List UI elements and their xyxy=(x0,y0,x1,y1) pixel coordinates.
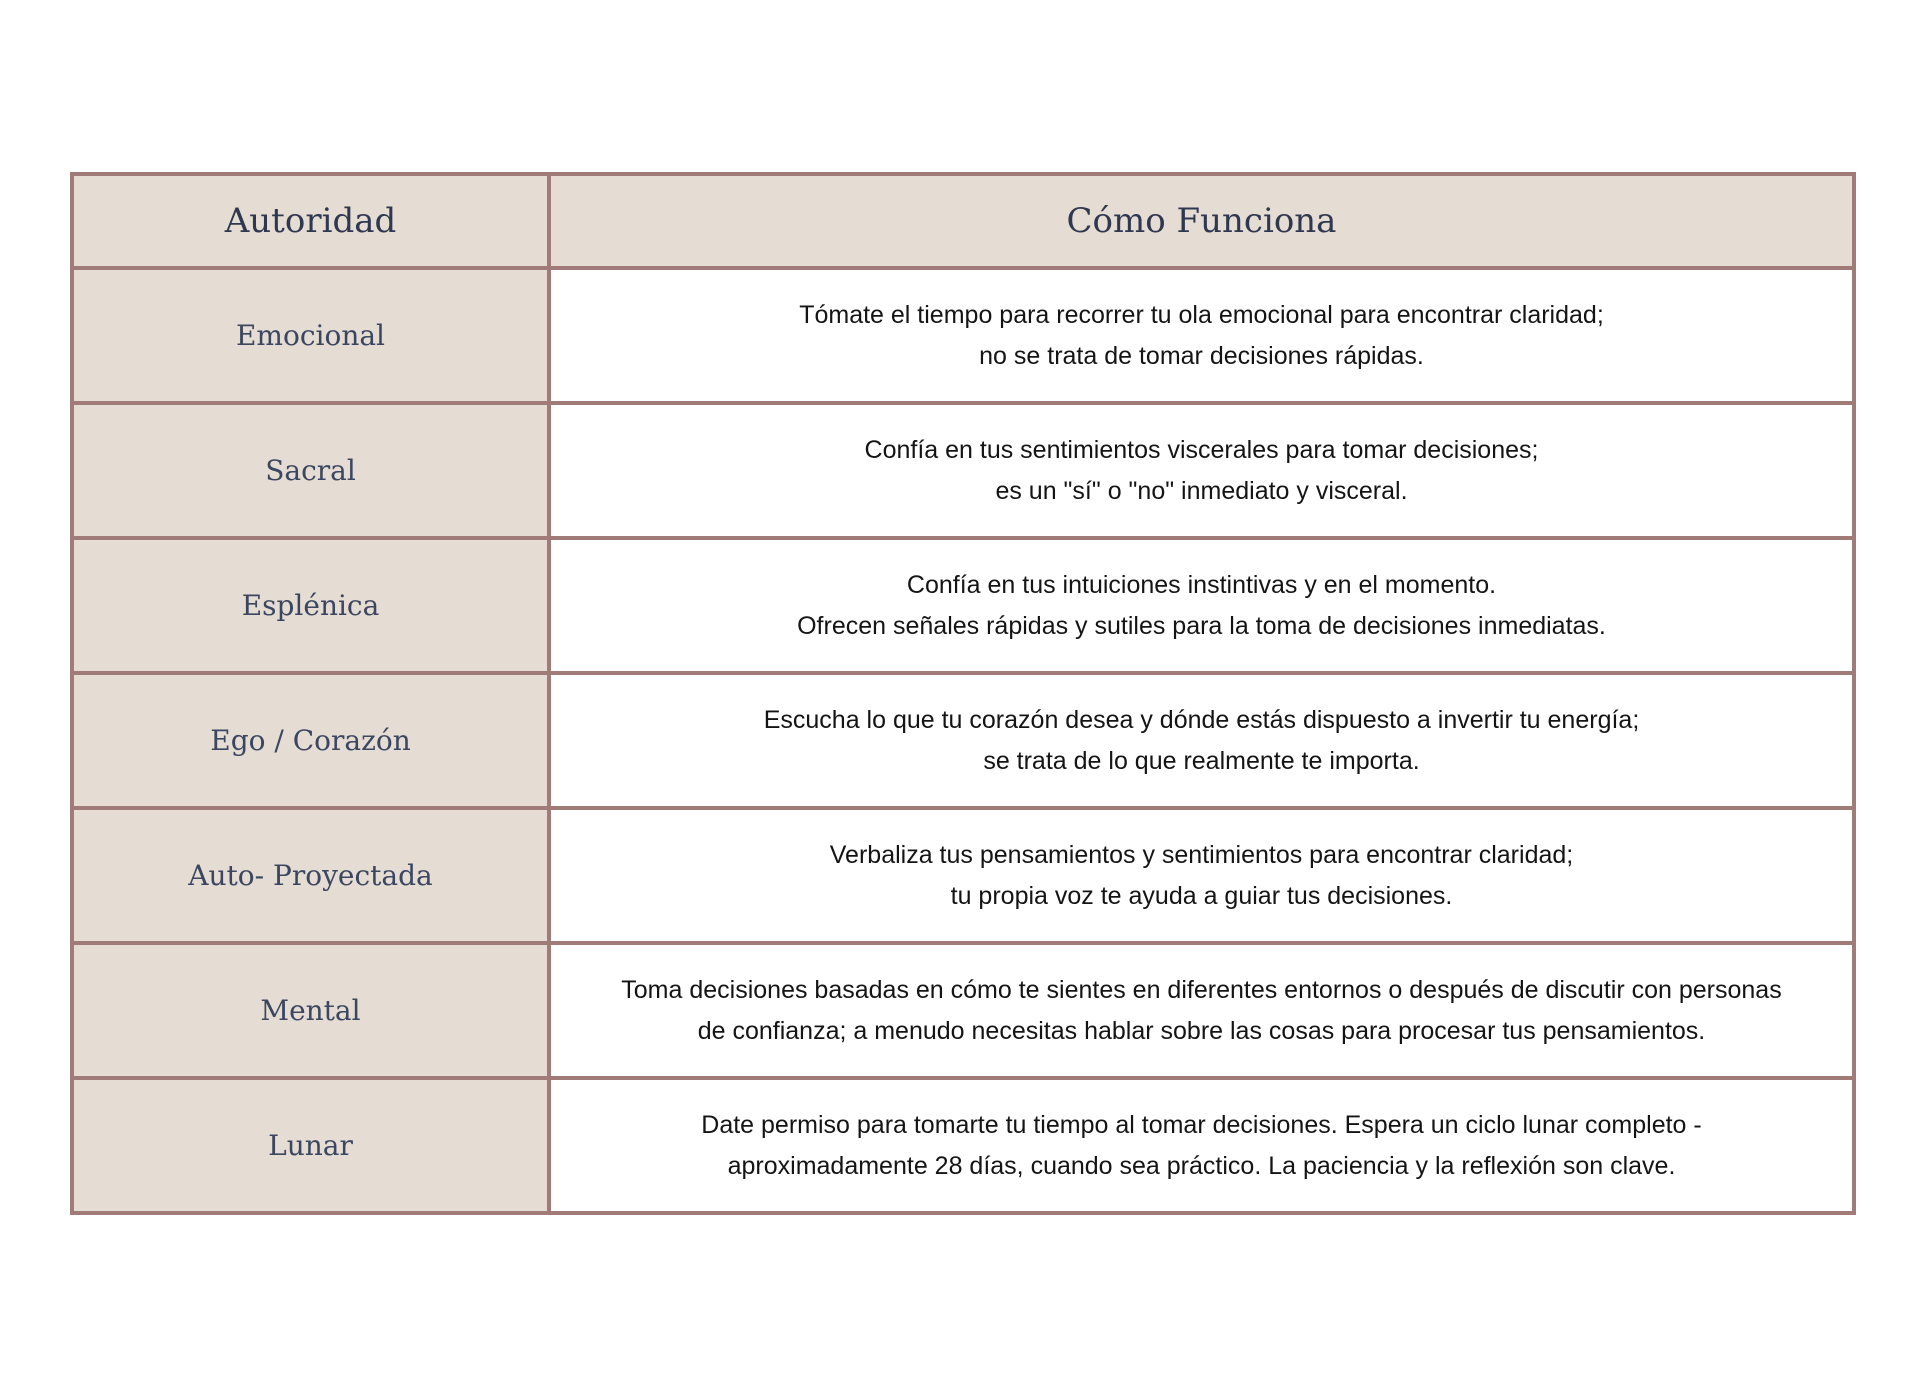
description-cell xyxy=(549,403,1854,538)
authority-cell-sacral: Sacral xyxy=(72,403,549,538)
table-row xyxy=(72,268,1854,403)
authority-cell-lunar: Lunar xyxy=(72,1078,549,1213)
description-cell xyxy=(549,943,1854,1078)
table-row xyxy=(72,1078,1854,1213)
authority-cell-emocional: Emocional xyxy=(72,268,549,403)
table-row xyxy=(72,943,1854,1078)
description-line: Confía en tus intuiciones instintivas y en el momento. xyxy=(906,570,1497,599)
table-row xyxy=(72,673,1854,808)
description-line: Escucha lo que tu corazón desea y dónde estás dispuesto a invertir tu energía; xyxy=(763,705,1640,734)
description-line: se trata de lo que realmente te importa. xyxy=(983,746,1420,775)
description-line: Tómate el tiempo para recorrer tu ola emocional para encontrar claridad; xyxy=(799,300,1604,329)
table-row xyxy=(72,538,1854,673)
description-line: Date permiso para tomarte tu tiempo al tomar decisiones. Espera un ciclo lunar completo - xyxy=(701,1110,1702,1139)
description-line: tu propia voz te ayuda a guiar tus decisiones. xyxy=(950,881,1453,910)
authority-table-container xyxy=(70,172,1856,1215)
description-line: Toma decisiones basadas en cómo te sientes en diferentes entornos o después de discutir con personas xyxy=(621,975,1782,1004)
description-line: es un "sí" o "no" inmediato y visceral. xyxy=(995,476,1408,505)
table-row xyxy=(72,403,1854,538)
description-cell xyxy=(549,673,1854,808)
table-row xyxy=(72,808,1854,943)
authority-cell-ego-corazon: Ego / Corazón xyxy=(72,673,549,808)
authority-cell-esplenica: Esplénica xyxy=(72,538,549,673)
description-cell xyxy=(549,1078,1854,1213)
description-line: Confía en tus sentimientos viscerales para tomar decisiones; xyxy=(864,435,1539,464)
description-line: Verbaliza tus pensamientos y sentimientos para encontrar claridad; xyxy=(829,840,1574,869)
header-how-it-works: Cómo Funciona xyxy=(549,174,1854,268)
authority-cell-auto-proyectada: Auto- Proyectada xyxy=(72,808,549,943)
description-line: de confianza; a menudo necesitas hablar sobre las cosas para procesar tus pensamientos. xyxy=(697,1016,1706,1045)
description-cell xyxy=(549,538,1854,673)
description-line: no se trata de tomar decisiones rápidas. xyxy=(979,341,1424,370)
table-header-row xyxy=(72,174,1854,268)
description-cell xyxy=(549,808,1854,943)
description-line: Ofrecen señales rápidas y sutiles para la toma de decisiones inmediatas. xyxy=(797,611,1606,640)
header-authority: Autoridad xyxy=(72,174,549,268)
description-line: aproximadamente 28 días, cuando sea práctico. La paciencia y la reflexión son clave. xyxy=(727,1151,1676,1180)
description-cell xyxy=(549,268,1854,403)
authority-cell-mental: Mental xyxy=(72,943,549,1078)
authority-table xyxy=(70,172,1856,1215)
